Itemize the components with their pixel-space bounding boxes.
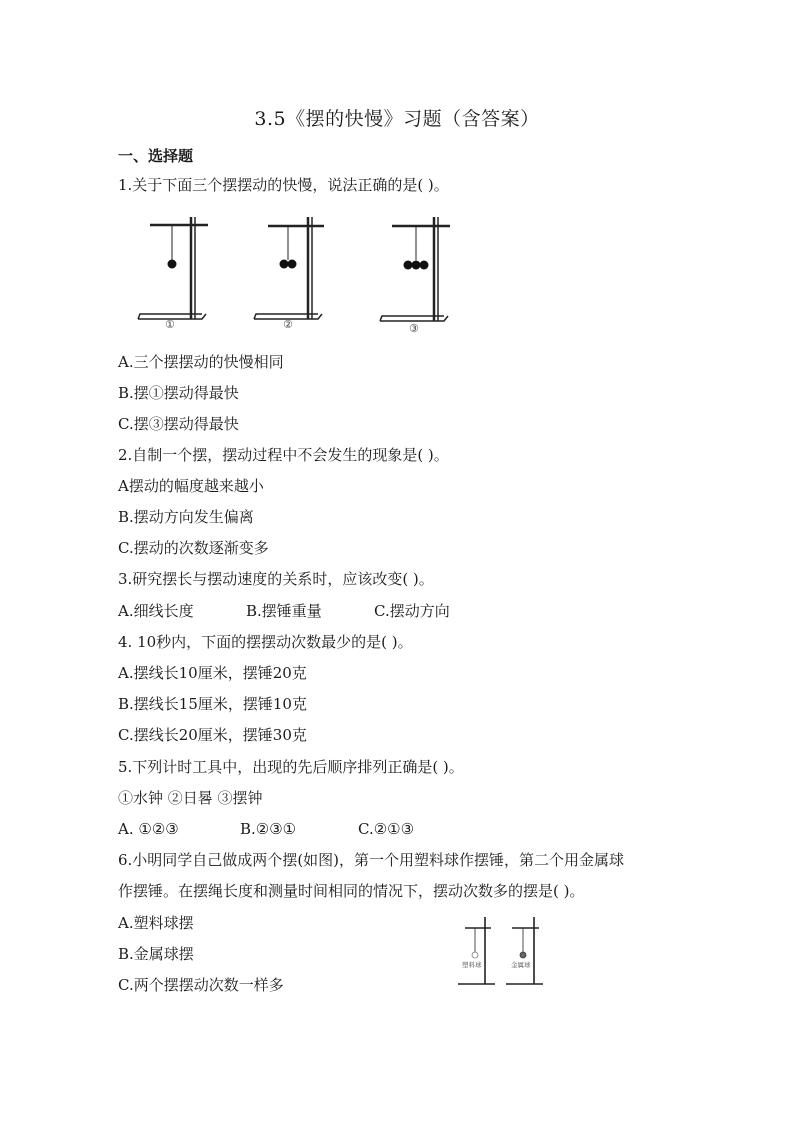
q6-option-c: C.两个摆摆动次数一样多 [118,976,284,994]
q2-stem: 2.自制一个摆，摆动过程中不会发生的现象是( )。 [118,446,449,464]
q3-options [118,601,450,621]
figure-label-1: ① [165,318,175,331]
q4-stem: 4. 10秒内，下面的摆摆动次数最少的是( )。 [118,633,413,651]
q2-option-c: C.摆动的次数逐渐变多 [118,539,269,557]
q2-option-a: A摆动的幅度越来越小 [118,477,264,495]
q1-option-b: B.摆①摆动得最快 [118,384,239,402]
metal-ball-label: 金属球 [511,961,531,969]
section-heading: 一、选择题 [118,147,194,165]
q1-pendulum-figure [130,210,470,345]
q6-stem-line-1: 6.小明同学自己做成两个摆(如图)，第一个用塑料球作摆锤，第二个用金属球 [118,851,625,869]
q1-option-a: A.三个摆摆动的快慢相同 [118,353,284,371]
metal-ball-pendulum-icon [506,917,543,984]
q4-option-b: B.摆线长15厘米，摆锤10克 [118,695,307,713]
q4-option-a: A.摆线长10厘米，摆锤20克 [118,664,307,682]
q3-option-b: B.摆锤重量 [246,602,322,620]
q3-stem: 3.研究摆长与摆动速度的关系时，应该改变( )。 [118,570,434,588]
figure-label-2: ② [283,318,293,331]
q5-option-b: B.②③① [240,820,297,838]
plastic-ball-pendulum-icon [458,917,495,984]
plastic-ball-label: 塑料球 [462,961,482,969]
q6-option-a: A.塑料球摆 [118,914,194,932]
q5-option-c: C.②①③ [358,820,415,838]
q3-option-a: A.细线长度 [118,602,194,620]
pendulum-2-icon [254,217,324,319]
q2-option-b: B.摆动方向发生偏离 [118,508,254,526]
q1-stem: 1.关于下面三个摆摆动的快慢，说法正确的是( )。 [118,176,449,194]
pendulum-3-icon [380,217,450,321]
pendulum-1-icon [138,217,208,319]
q6-stem-line-2: 作摆锤。在摆绳长度和测量时间相同的情况下，摆动次数多的摆是( )。 [118,882,585,900]
q5-items: ①水钟 ②日晷 ③摆钟 [118,789,263,807]
q5-stem: 5.下列计时工具中，出现的先后顺序排列正确是( )。 [118,758,464,776]
q5-options [118,819,414,839]
q5-option-a: A. ①②③ [118,820,179,838]
q1-option-c: C.摆③摆动得最快 [118,415,239,433]
q3-option-c: C.摆动方向 [374,602,450,620]
page-title: 3.5《摆的快慢》习题（含答案） [254,108,540,130]
q4-option-c: C.摆线长20厘米，摆锤30克 [118,726,307,744]
q6-option-b: B.金属球摆 [118,945,194,963]
figure-label-3: ③ [409,322,419,335]
q6-pendulum-figure [455,914,555,990]
